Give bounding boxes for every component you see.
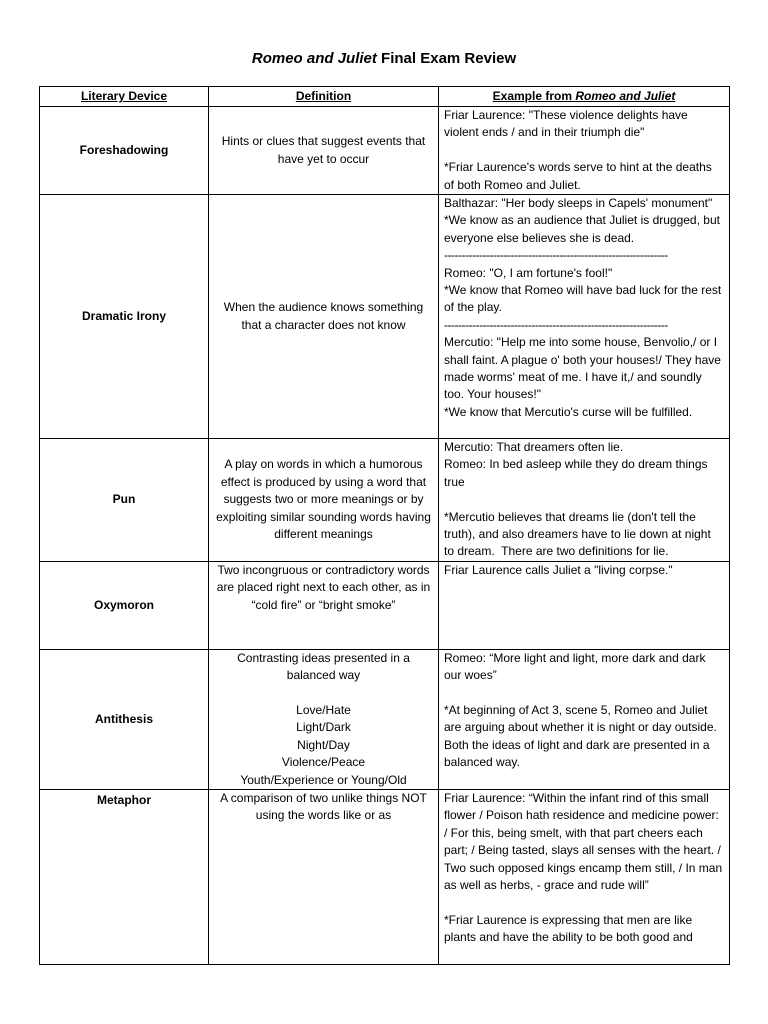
- text-line: Romeo: “More light and light, more dark and dark our woes”: [444, 650, 709, 683]
- text-line: *Friar Laurence's words serve to hint at the deaths of both Romeo and Juliet.: [444, 160, 716, 192]
- page-title: [0, 49, 768, 69]
- text-line: Violence/Peace: [281, 755, 366, 770]
- blank-line: [444, 491, 724, 508]
- text-line: Two incongruous or contradictory words are placed right next to each other, as in “cold fire” or “bright smoke”: [216, 562, 434, 612]
- text-line: Friar Laurence: “Within the infant rind of this small flower / Poison hath residence and medicine power: / For this, being smelt, with that part cheers each part; / Being tasted, slays all senses with the heart. / Two such opposed kings encamp them still, / In man as well as herbs, - grace and rude will”: [444, 791, 726, 893]
- text-line: Contrasting ideas presented in a balanced way: [237, 650, 414, 683]
- blank-line: [444, 895, 724, 912]
- example-cell: [439, 649, 730, 789]
- device-cell: Dramatic Irony: [40, 195, 209, 439]
- example-cell: [439, 561, 730, 649]
- definition-cell: [209, 649, 439, 789]
- title-rest: Final Exam Review: [376, 50, 517, 67]
- text-line: *We know that Romeo will have bad luck for the rest of the play.: [444, 283, 725, 315]
- separator-line: ----------------------------------------------------------------: [444, 248, 668, 263]
- separator-line: ----------------------------------------------------------------: [444, 317, 668, 332]
- header-definition: Definition: [209, 87, 439, 107]
- text-line: Balthazar: "Her body sleeps in Capels' monument": [444, 196, 713, 211]
- definition-cell: [209, 561, 439, 649]
- example-cell: [439, 790, 730, 965]
- definition-cell: [209, 107, 439, 195]
- text-line: Mercutio: That dreamers often lie.: [444, 440, 624, 455]
- example-cell: [439, 107, 730, 195]
- header-row: [40, 87, 730, 107]
- text-line: Night/Day: [297, 737, 350, 752]
- table-row: [40, 439, 730, 562]
- text-line: *We know as an audience that Juliet is drugged, but everyone else believes she is dead.: [444, 213, 724, 245]
- text-line: Hints or clues that suggest events that have yet to occur: [221, 134, 429, 166]
- table-row: [40, 790, 730, 965]
- text-line: *At beginning of Act 3, scene 5, Romeo and Juliet are arguing about whether it is night or day outside. Both the ideas of light and dark are presented in a balanced way.: [444, 703, 724, 770]
- text-line: *Friar Laurence is expressing that men are like plants and have the ability to be both good and: [444, 912, 696, 945]
- review-table: [39, 86, 730, 965]
- example-cell: [439, 439, 730, 562]
- text-line: Youth/Experience or Young/Old: [240, 772, 407, 787]
- text-line: Friar Laurence calls Juliet a "living corpse.": [444, 562, 673, 577]
- device-cell: Oxymoron: [40, 561, 209, 649]
- header-example-prefix: Example from: [492, 88, 576, 103]
- text-line: When the audience knows something that a character does not know: [223, 300, 427, 332]
- example-cell: [439, 195, 730, 439]
- header-device: Literary Device: [40, 87, 209, 107]
- blank-line: [214, 685, 433, 702]
- text-line: Romeo: "O, I am fortune's fool!": [444, 265, 613, 280]
- definition-cell: [209, 195, 439, 439]
- text-line: Light/Dark: [296, 720, 351, 735]
- text-line: A comparison of two unlike things NOT using the words like or as: [220, 791, 431, 823]
- text-line: Love/Hate: [296, 703, 351, 718]
- definition-cell: [209, 439, 439, 562]
- text-line: Romeo: In bed asleep while they do dream things true: [444, 457, 711, 489]
- table-row: [40, 561, 730, 649]
- text-line: Friar Laurence: "These violence delights have violent ends / and in their triumph die": [444, 108, 692, 140]
- blank-line: [444, 142, 724, 159]
- table-row: [40, 107, 730, 195]
- text-line: A play on words in which a humorous effect is produced by using a word that suggests two or more meanings or by exploiting similar sounding words having different meanings: [216, 457, 435, 542]
- text-line: *We know that Mercutio's curse will be fulfilled.: [444, 404, 693, 419]
- device-cell: Foreshadowing: [40, 107, 209, 195]
- text-line: Mercutio: "Help me into some house, Benvolio,/ or I shall faint. A plague o' both your houses!/ They have made worms' meat of me. I have it,/ and soundly too. Your houses!": [444, 335, 725, 402]
- table-row: [40, 195, 730, 439]
- definition-cell: [209, 790, 439, 965]
- header-example-italic: Romeo and Juliet: [575, 88, 676, 103]
- device-cell: Antithesis: [40, 649, 209, 789]
- blank-line: [444, 685, 724, 702]
- table-row: [40, 649, 730, 789]
- device-cell: Metaphor: [40, 790, 209, 965]
- device-cell: Pun: [40, 439, 209, 562]
- text-line: *Mercutio believes that dreams lie (don't tell the truth), and also dreamers have to lie down at night to dream. There are two definitions for lie.: [444, 509, 715, 559]
- header-example: [439, 87, 730, 107]
- title-italic: Romeo and Juliet: [251, 50, 377, 67]
